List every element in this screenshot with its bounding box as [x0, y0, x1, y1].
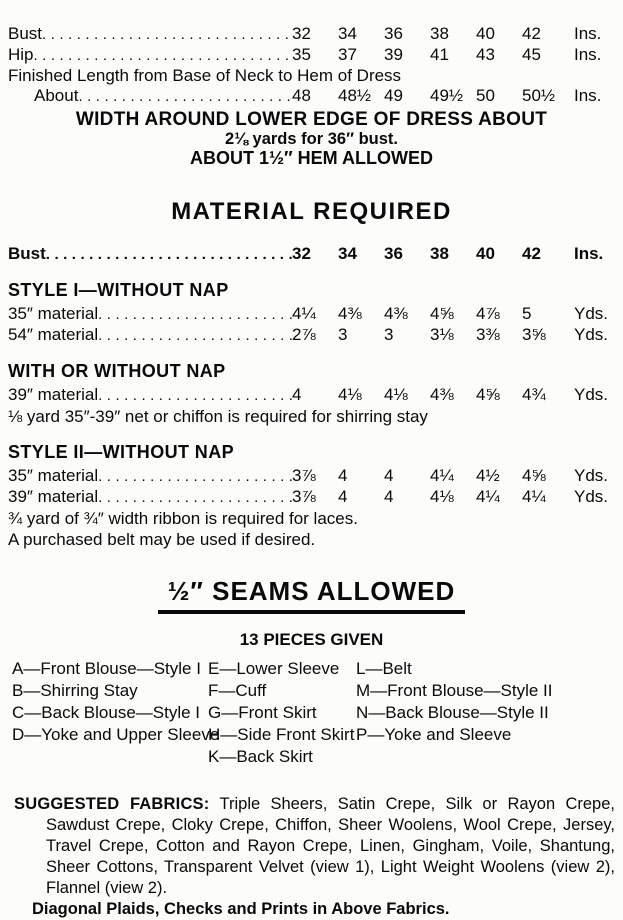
width-note-line1: WIDTH AROUND LOWER EDGE OF DRESS ABOUT	[75, 109, 548, 130]
cell: 3⅞	[292, 466, 316, 485]
cell: 4⅝	[430, 304, 454, 323]
piece-item: M—Front Blouse—Style II	[356, 681, 553, 700]
cell: 45	[522, 45, 541, 64]
cell: 3⅞	[292, 487, 316, 506]
cell: 4	[384, 466, 394, 485]
row-label: 35″ material	[8, 466, 99, 485]
style2-heading: STYLE II—WITHOUT NAP	[8, 442, 234, 462]
shirring-stay-note: ⅛ yard 35″-39″ net or chiffon is required for shirring stay	[8, 407, 428, 426]
dot-leader	[42, 24, 292, 45]
dot-leader	[78, 86, 292, 107]
pieces-column-3	[356, 658, 615, 768]
width-note-block	[8, 109, 615, 168]
cell: 3	[338, 325, 348, 344]
piece-item: C—Back Blouse—Style I	[12, 703, 201, 722]
cell: 4	[292, 385, 302, 404]
unit-label: Yds.	[574, 304, 609, 323]
cell: 35	[292, 45, 311, 64]
seams-allowed-title: ½″ SEAMS ALLOWED	[158, 576, 466, 614]
cell: 50	[476, 86, 495, 105]
dot-leader	[98, 487, 292, 508]
cell: 48	[292, 86, 311, 105]
cell: 3	[384, 325, 394, 344]
size-table	[8, 24, 615, 107]
cell: 3⅝	[522, 325, 546, 344]
dot-leader	[98, 325, 292, 346]
cell: 36	[384, 244, 403, 263]
cell: 4½	[476, 466, 500, 485]
cell: 38	[430, 244, 449, 263]
table-row-material-bust	[8, 244, 615, 265]
belt-note: A purchased belt may be used if desired.	[8, 530, 316, 549]
cell: 4⅝	[522, 466, 546, 485]
piece-item: E—Lower Sleeve	[208, 659, 340, 678]
row-label: 39″ material	[8, 487, 99, 506]
width-note-line2: 2⅛ yards for 36″ bust.	[225, 130, 398, 148]
piece-item: H—Side Front Skirt	[208, 725, 355, 744]
row-label: About	[34, 86, 79, 105]
piece-item: N—Back Blouse—Style II	[356, 703, 549, 722]
cell: 4¼	[430, 466, 454, 485]
ribbon-note: ¾ yard of ¾″ width ribbon is required for laces.	[8, 509, 358, 528]
table-row-style2-39	[8, 487, 615, 508]
cell: 42	[522, 244, 541, 263]
cell: 3⅛	[430, 325, 454, 344]
unit-label: Yds.	[574, 385, 609, 404]
cell: 40	[476, 24, 495, 43]
table-row-bust	[8, 24, 615, 45]
unit-label: Ins.	[574, 45, 602, 64]
cell: 2⅞	[292, 325, 316, 344]
cell: 36	[384, 24, 403, 43]
pieces-given-title: 13 PIECES GIVEN	[239, 630, 384, 649]
dot-leader	[98, 466, 292, 487]
seams-block	[8, 576, 615, 614]
pieces-list	[8, 658, 615, 768]
dot-leader	[98, 304, 292, 325]
cell: 4⅞	[476, 304, 500, 323]
piece-item: F—Cuff	[208, 681, 267, 700]
piece-item: L—Belt	[356, 659, 412, 678]
pieces-column-2	[208, 658, 356, 768]
row-label: Hip	[8, 45, 34, 64]
suggested-fabrics-text: Triple Sheers, Satin Crepe, Silk or Rayon Crepe, Sawdust Crepe, Cloky Crepe, Chiffon, Sheer Woolens, Wool Crepe, Jersey, Travel Crepe, Cotton and Rayon Crepe, Linen, Gingham, Voile, Shantung, Sheer Cottons, Transparent Velvet (view 1), Light Weight Woolens (view 2), Flannel (view 2).	[46, 795, 615, 897]
row-label: 54″ material	[8, 325, 99, 344]
fabrics-footer-note: Diagonal Plaids, Checks and Prints in Above Fabrics.	[32, 900, 450, 918]
cell: 39	[384, 45, 403, 64]
cell: 49½	[430, 86, 464, 105]
cell: 4⅜	[338, 304, 362, 323]
suggested-fabrics-label: SUGGESTED FABRICS:	[14, 795, 210, 813]
cell: 4¾	[522, 385, 546, 404]
table-row-about	[8, 86, 615, 107]
table-row-style2-35	[8, 466, 615, 487]
style1-heading: STYLE I—WITHOUT NAP	[8, 280, 229, 300]
table-row-style1-35	[8, 304, 615, 325]
cell: 40	[476, 244, 495, 263]
piece-item: K—Back Skirt	[208, 747, 313, 766]
row-label: Bust	[8, 244, 46, 263]
cell: 32	[292, 244, 311, 263]
piece-item: B—Shirring Stay	[12, 681, 138, 700]
unit-label: Ins.	[574, 244, 604, 263]
table-row-hip	[8, 45, 615, 66]
hem-note: ABOUT 1½″ HEM ALLOWED	[190, 148, 433, 168]
cell: 4⅛	[338, 385, 362, 404]
cell: 4⅛	[430, 487, 454, 506]
cell: 32	[292, 24, 311, 43]
cell: 4⅝	[476, 385, 500, 404]
row-label: 39″ material	[8, 385, 99, 404]
piece-item: P—Yoke and Sleeve	[356, 725, 512, 744]
table-row-nap-39	[8, 385, 615, 406]
cell: 48½	[338, 86, 372, 105]
cell: 3⅜	[476, 325, 500, 344]
piece-item: A—Front Blouse—Style I	[12, 659, 201, 678]
row-label: Bust	[8, 24, 43, 43]
piece-item: D—Yoke and Upper Sleeve	[12, 725, 220, 744]
cell: 50½	[522, 86, 556, 105]
table-row-style1-54	[8, 325, 615, 346]
finished-length-note: Finished Length from Base of Neck to Hem of Dress	[8, 66, 402, 85]
cell: 38	[430, 24, 449, 43]
cell: 4¼	[522, 487, 546, 506]
pieces-column-1	[12, 658, 220, 768]
cell: 4	[338, 487, 348, 506]
unit-label: Yds.	[574, 466, 609, 485]
unit-label: Ins.	[574, 86, 602, 105]
dot-leader	[98, 385, 292, 406]
cell: 34	[338, 244, 357, 263]
row-label: 35″ material	[8, 304, 99, 323]
cell: 4⅜	[384, 304, 408, 323]
suggested-fabrics-paragraph	[8, 794, 615, 899]
cell: 43	[476, 45, 495, 64]
nap-heading: WITH OR WITHOUT NAP	[8, 361, 226, 381]
material-required-title: MATERIAL REQUIRED	[171, 198, 452, 225]
cell: 49	[384, 86, 403, 105]
piece-item: G—Front Skirt	[208, 703, 317, 722]
dot-leader	[34, 45, 292, 66]
cell: 42	[522, 24, 541, 43]
cell: 37	[338, 45, 357, 64]
unit-label: Ins.	[574, 24, 602, 43]
cell: 4⅛	[384, 385, 408, 404]
cell: 34	[338, 24, 357, 43]
cell: 4¼	[476, 487, 500, 506]
dot-leader	[46, 244, 292, 265]
unit-label: Yds.	[574, 487, 609, 506]
cell: 4	[384, 487, 394, 506]
cell: 41	[430, 45, 449, 64]
cell: 4⅜	[430, 385, 454, 404]
cell: 5	[522, 304, 532, 323]
cell: 4¼	[292, 304, 316, 323]
unit-label: Yds.	[574, 325, 609, 344]
cell: 4	[338, 466, 348, 485]
